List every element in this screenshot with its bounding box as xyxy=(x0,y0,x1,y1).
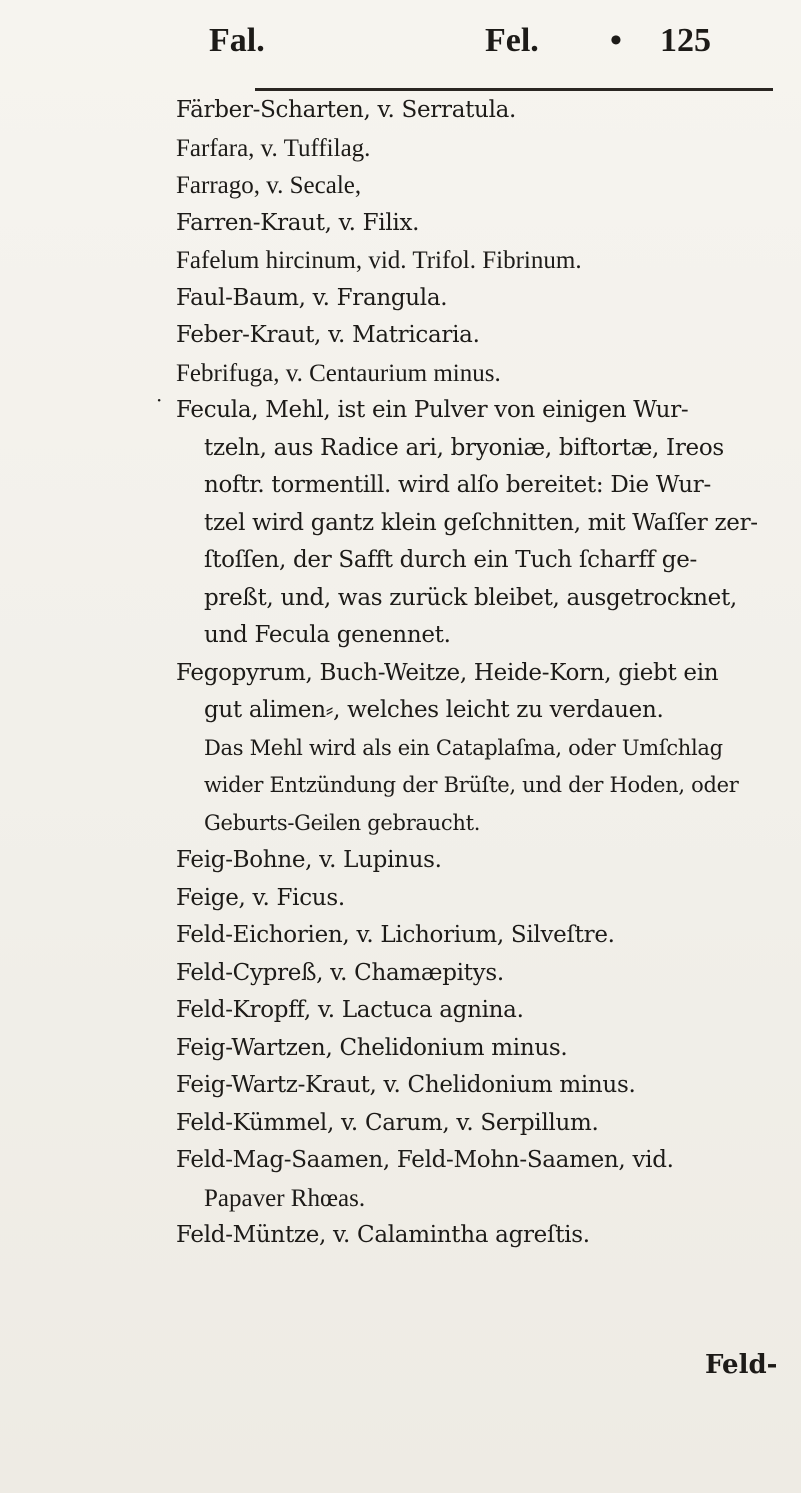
dictionary-entries xyxy=(176,92,776,1255)
entry-continuation: und Fecula genennet. xyxy=(204,622,451,648)
entry-continuation: Papaver Rhœas. xyxy=(204,1184,366,1212)
entry-feld-mag: Feld-Mag-Saamen, Feld-Mohn-Saamen, vid. xyxy=(176,1147,674,1173)
running-head xyxy=(195,14,755,76)
entry-continuation: wider Entzündung der Brüſte, und der Hoden, oder xyxy=(204,773,739,797)
entry: Feld-Cypreß, v. Chamæpitys. xyxy=(176,959,504,986)
entry-fecula: Fecula, Mehl, ist ein Pulver von einigen Wur- xyxy=(176,397,689,423)
entry: Faul-Baum, v. Frangula. xyxy=(176,284,448,311)
entry: Feld-Eichorien, v. Lichorium, Silveſtre. xyxy=(176,922,615,948)
entry-continuation: tzel wird gantz klein geſchnitten, mit Waſſer zer- xyxy=(204,509,758,536)
entry-continuation: noftr. tormentill. wird alſo bereitet: Die Wur- xyxy=(204,472,711,498)
entry: Feig-Wartzen, Chelidonium minus. xyxy=(176,1034,568,1061)
header-rule xyxy=(255,88,773,91)
margin-mark: · xyxy=(156,388,163,412)
entry: Feig-Wartz-Kraut, v. Chelidonium minus. xyxy=(176,1072,636,1098)
entry: Feber-Kraut, v. Matricaria. xyxy=(176,322,480,348)
entry-fegopyrum: Fegopyrum, Buch-Weitze, Heide-Korn, giebt ein xyxy=(176,659,719,686)
entry-continuation: preßt, und, was zurück bleibet, ausgetrocknet, xyxy=(204,584,737,611)
entry: Feig-Bohne, v. Lupinus. xyxy=(176,847,442,873)
entry-continuation: gut alimen⸗, welches leicht zu verdauen. xyxy=(204,697,664,723)
entry-continuation: tzeln, aus Radice ari, bryoniæ, biftortæ, Ireos xyxy=(204,434,724,461)
entry-continuation: Geburts-Geilen gebraucht. xyxy=(204,810,481,835)
entry: Feld-Müntze, v. Calamintha agreſtis. xyxy=(176,1222,590,1248)
entry: Feige, v. Ficus. xyxy=(176,884,345,911)
running-head-bullet: • xyxy=(610,22,622,59)
entry: Feld-Kropff, v. Lactuca agnina. xyxy=(176,997,524,1023)
entry: Febrifuga, v. Centaurium minus. xyxy=(176,359,501,387)
entry: Feld-Kümmel, v. Carum, v. Serpillum. xyxy=(176,1109,599,1136)
entry: Farren-Kraut, v. Filix. xyxy=(176,209,420,236)
entry-continuation: Das Mehl wird als ein Cataplaſma, oder Umſchlag xyxy=(204,735,723,760)
entry: Färber-Scharten, v. Serratula. xyxy=(176,97,517,123)
entry-continuation: ſtoſſen, der Safft durch ein Tuch ſcharff ge- xyxy=(204,547,698,573)
entry: Farrago, v. Secale, xyxy=(176,172,362,199)
running-head-left: Fal. xyxy=(209,22,265,59)
running-head-middle: Fel. xyxy=(485,22,539,59)
entry: Farfara, v. Tuffilag. xyxy=(176,134,371,162)
page-number: 125 xyxy=(660,22,711,59)
entry: Fafelum hircinum, vid. Trifol. Fibrinum. xyxy=(176,247,582,274)
catchword: Feld- xyxy=(705,1350,778,1380)
